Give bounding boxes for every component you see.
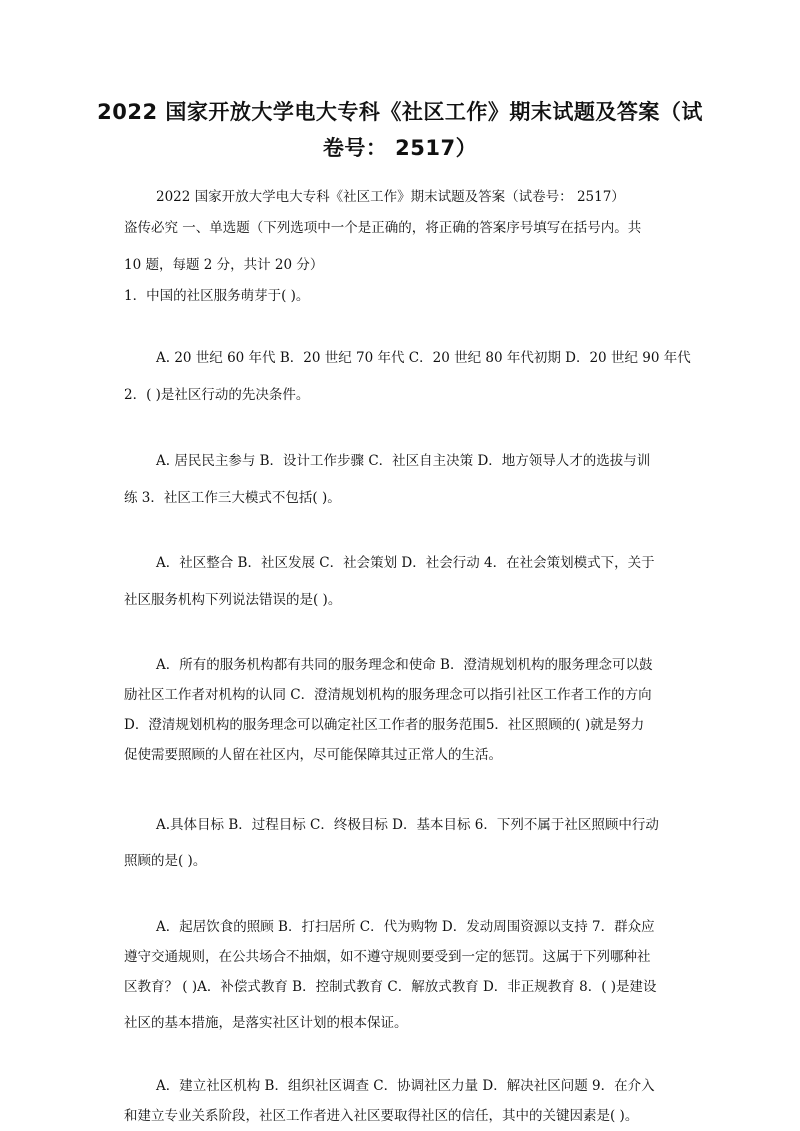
question-4: 社区服务机构下列说法错误的是( )。: [124, 592, 342, 608]
question-3: 练 3．社区工作三大模式不包括( )。: [124, 490, 341, 506]
question-6-options: A．起居饮食的照顾 B．打扫居所 C．代为购物 D．发动周围资源以支持 7．群众应: [156, 919, 655, 935]
question-6-text: 照顾的是( )。: [124, 853, 207, 869]
question-4-options-line-2: 励社区工作者对机构的认同 C．澄清规划机构的服务理念可以指引社区工作者工作的方向: [124, 687, 652, 703]
question-7-text-line-1: 遵守交通规则，在公共场合不抽烟，如不遵守规则要受到一定的惩罚。这属于下列哪种社: [124, 949, 651, 965]
document-title-line-1: 2022 国家开放大学电大专科《社区工作》期末试题及答案（试: [97, 100, 703, 124]
text-line-3: 10 题，每题 2 分，共计 20 分）: [124, 257, 324, 273]
question-5-options: A.具体目标 B．过程目标 C．终极目标 D．基本目标 6．下列不属于社区照顾中行动: [156, 817, 659, 833]
document-title-line-2: 卷号： 2517）: [322, 136, 478, 160]
question-4-options-line-3: D．澄清规划机构的服务理念可以确定社区工作者的服务范围5．社区照顾的( )就是努力: [124, 717, 645, 733]
question-8-options: A．建立社区机构 B．组织社区调查 C．协调社区力量 D．解决社区问题 9．在介入: [156, 1078, 655, 1094]
question-1: 1．中国的社区服务萌芽于( )。: [124, 288, 310, 304]
question-2-options: A. 居民民主参与 B．设计工作步骤 C．社区自主决策 D．地方领导人才的选拔与训: [156, 453, 651, 469]
text-line-2: 盗传必究 一、单选题（下列选项中一个是正确的，将正确的答案序号填写在括号内。共: [124, 220, 642, 236]
question-3-options: A．社区整合 B．社区发展 C．社会策划 D．社会行动 4．在社会策划模式下，关于: [156, 555, 655, 571]
question-2: 2．( )是社区行动的先决条件。: [124, 387, 310, 403]
question-1-options: A. 20 世纪 60 年代 B．20 世纪 70 年代 C．20 世纪 80 年代初期 D．20 世纪 90 年代: [156, 350, 691, 366]
question-4-options-line-1: A．所有的服务机构都有共同的服务理念和使命 B．澄清规划机构的服务理念可以鼓: [156, 657, 653, 673]
question-8-text: 社区的基本措施，是落实社区计划的根本保证。: [124, 1015, 408, 1031]
question-5-text: 促使需要照顾的人留在社区内，尽可能保障其过正常人的生活。: [124, 747, 502, 763]
question-7-text-line-2: 区教育？ ( )A．补偿式教育 B．控制式教育 C．解放式教育 D．非正规教育 8．( )是建设: [124, 979, 657, 995]
text-line-1: 2022 国家开放大学电大专科《社区工作》期末试题及答案（试卷号： 2517）: [156, 189, 625, 205]
question-9-text: 和建立专业关系阶段，社区工作者进入社区要取得社区的信任，其中的关键因素是( )。: [124, 1108, 639, 1124]
